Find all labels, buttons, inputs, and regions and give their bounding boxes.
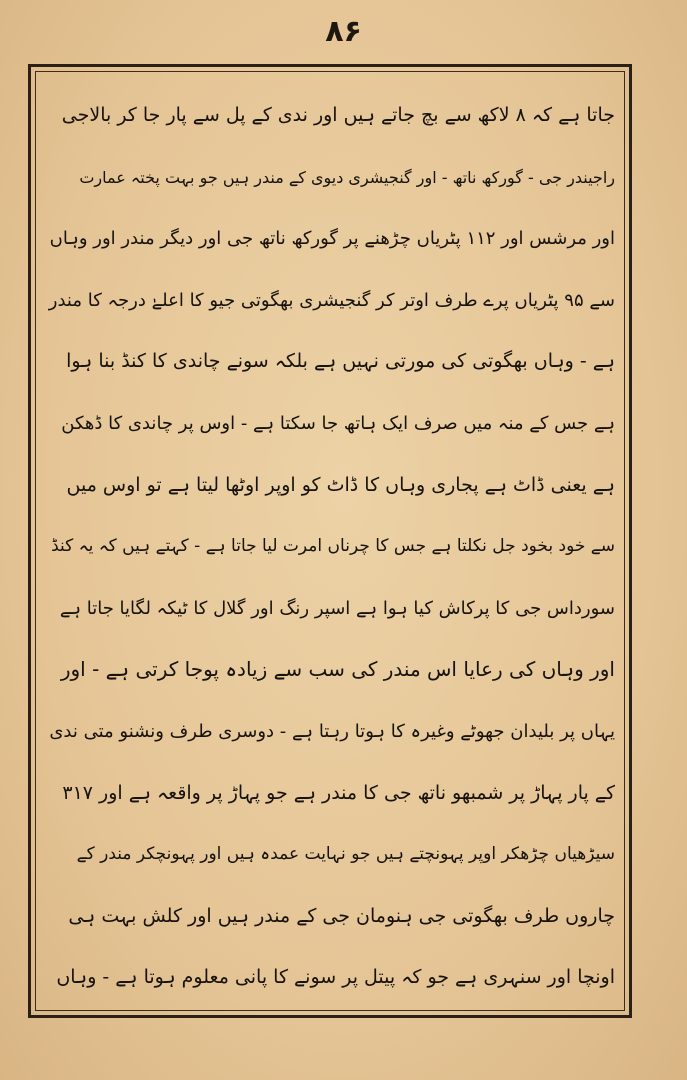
text-line-9: سورداس جی کا پرکاش کیا ہوا ہے اسپر رنگ اور گلال کا ٹیکہ لگایا جاتا ہے [59,597,615,619]
text-line-1: جاتا ہے کہ ۸ لاکھ سے بچ جاتے ہیں اور ندی کے پل سے پار جا کر بالاجی [61,104,615,126]
text-line-7: ہے یعنی ڈاٹ ہے پجاری وہاں کا ڈاٹ کو اوپر اوٹھا لیتا ہے تو اوس میں [66,473,615,496]
text-line-13: سیڑھیاں چڑھکر اوپر پہونچتے ہیں جو نہایت عمدہ ہیں اور پہونچکر مندر کے [76,844,615,865]
text-line-5: ہے - وہاں بھگوتی کی مورتی نہیں ہے بلکہ سونے چاندی کا کنڈ بنا ہوا [66,350,615,373]
text-line-11: یہاں پر بلیدان جھوٹے وغیرہ کا ہوتا رہتا ہے - دوسری طرف ونشنو متی ندی [49,720,615,742]
text-line-15: اونچا اور سنہری ہے جو کہ پیتل پر سونے کا پانی معلوم ہوتا ہے - وہاں [56,966,615,989]
text-frame [28,64,632,1018]
page-number: ۸۶ [325,14,362,49]
text-line-8: سے خود بخود جل نکلتا ہے جس کا چرناں امرت لیا جاتا ہے - کہتے ہیں کہ یہ کنڈ [51,536,615,557]
text-line-14: چاروں طرف بھگوتی جی ہنومان جی کے مندر ہیں اور کلش بہت ہی [68,904,615,927]
text-line-2: راجیندر جی - گورکھ ناتھ - اور گنجیشری دیوی کے مندر ہیں جو بہت پختہ عمارت [79,167,615,187]
text-line-10: اور وہاں کی رعایا اس مندر کی سب سے زیادہ پوجا کرتی ہے - اور [60,657,615,682]
text-line-3: اور مرشس اور ۱۱۲ پٹریاں چڑھنے پر گورکھ ناتھ جی اور دیگر مندر اور وہاں [49,228,615,250]
text-line-6: ہے جس کے منہ میں صرف ایک ہاتھ جا سکتا ہے - اوس پر چاندی کا ڈھکن [61,412,615,434]
body-text [47,85,615,1009]
text-line-12: کے پار پہاڑ پر شمبھو ناتھ جی کا مندر ہے جو پہاڑ پر واقعہ ہے اور ۳۱۷ [62,781,615,804]
text-line-4: سے ۹۵ پٹریاں پرے طرف اوتر کر گنجیشری بھگوتی جیو کا اعلےٰ درجہ کا مندر [48,289,615,311]
